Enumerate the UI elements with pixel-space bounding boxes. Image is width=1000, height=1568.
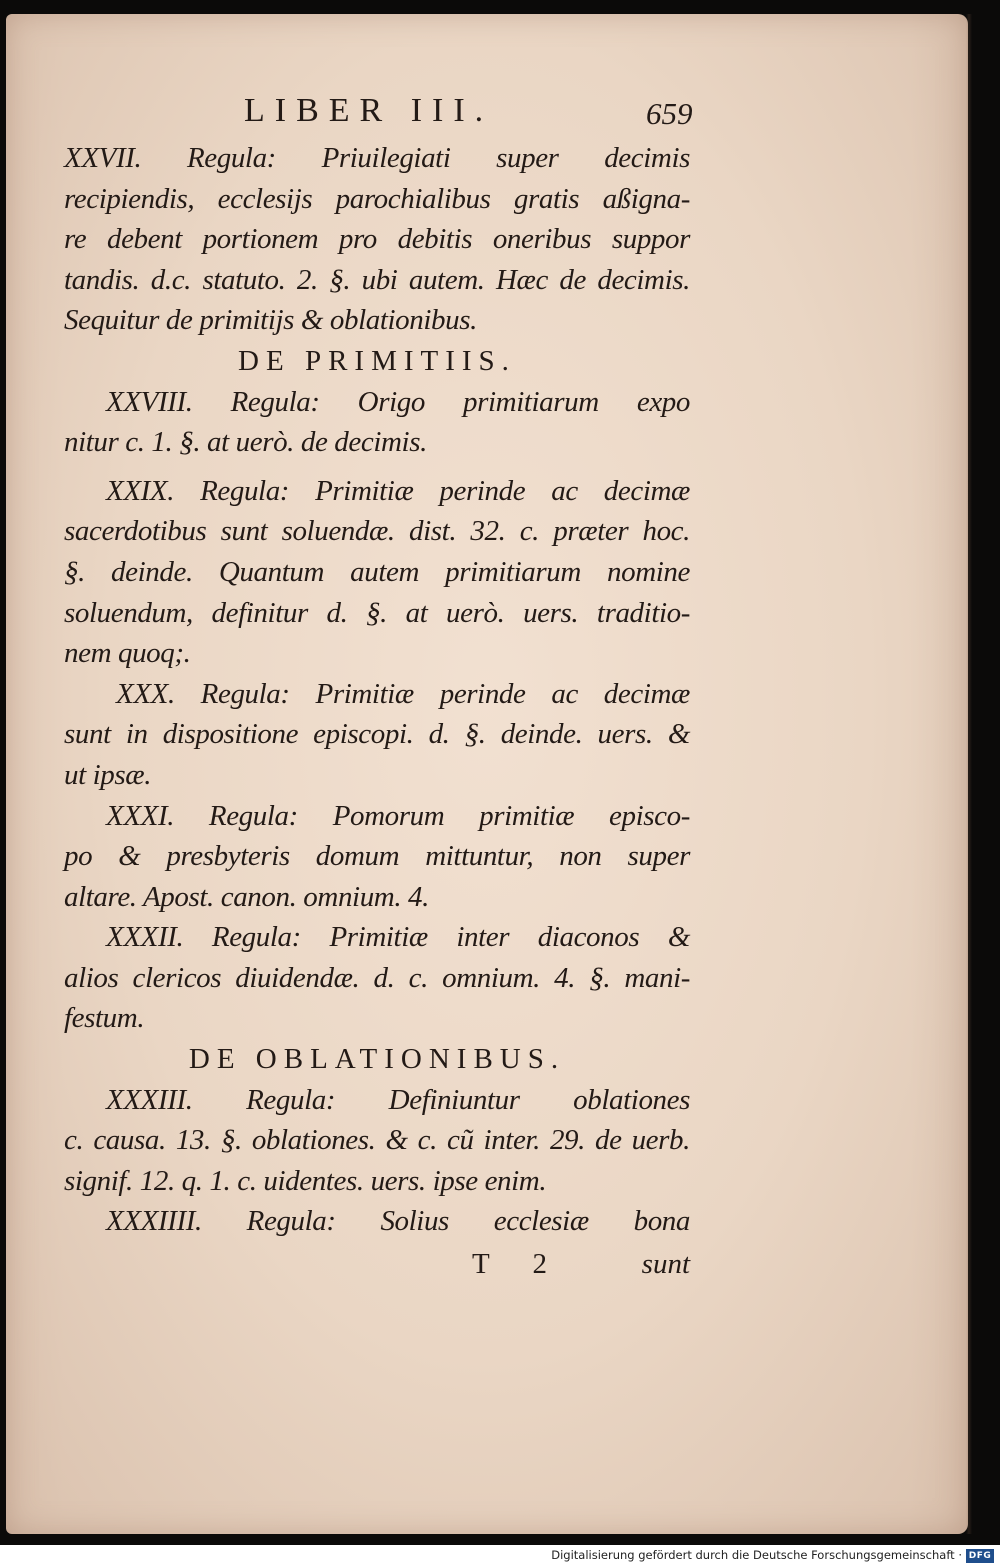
- text-line: tandis. d.c. statuto. 2. §. ubi autem. Hæc de decimis.: [64, 263, 690, 296]
- text-line: §. deinde. Quantum autem primitiarum nomine: [64, 555, 690, 588]
- text-line: alios clericos diuidendæ. d. c. omnium. 4. §. mani-: [64, 961, 690, 994]
- text-line: soluendum, definitur d. §. at uerò. uers. traditio-: [64, 596, 690, 629]
- text-line: signif. 12. q. 1. c. uidentes. uers. ipse enim.: [64, 1164, 547, 1197]
- signature-mark: T 2: [472, 1248, 565, 1281]
- text-line: XXIX. Regula: Primitiæ perinde ac decimæ: [106, 474, 690, 507]
- section-heading-primitiis: DE PRIMITIIS.: [238, 344, 516, 377]
- page-header: [0, 92, 1000, 142]
- body-text: [64, 138, 690, 1286]
- text-line: XXVII. Regula: Priuilegiati super decimis: [64, 142, 690, 174]
- running-head: LIBER III.: [244, 92, 494, 129]
- text-line: ut ipsæ.: [64, 758, 152, 791]
- section-heading-oblationibus: DE OBLATIONIBUS.: [188, 1043, 566, 1076]
- text-line: XXXI. Regula: Pomorum primitiæ episco-: [106, 799, 690, 832]
- text-line: recipiendis, ecclesijs parochialibus gratis aßigna-: [64, 182, 690, 215]
- text-line: altare. Apost. canon. omnium. 4.: [64, 880, 429, 913]
- text-line: re debent portionem pro debitis oneribus suppor: [64, 223, 690, 256]
- text-line: c. causa. 13. §. oblationes. & c. cũ inter. 29. de uerb.: [64, 1124, 690, 1157]
- spacer: [64, 463, 690, 471]
- text-line: Sequitur de primitijs & oblationibus.: [64, 304, 477, 337]
- text-line: po & presbyteris domum mittuntur, non super: [64, 840, 690, 873]
- page-fold-shadow: [966, 14, 972, 1534]
- text-line: nem quoq;.: [64, 637, 191, 670]
- catchline: [64, 1242, 690, 1286]
- catchword: sunt: [641, 1248, 690, 1281]
- text-line: XXX. Regula: Primitiæ perinde ac decimæ: [116, 677, 690, 710]
- text-line: nitur c. 1. §. at uerò. de decimis.: [64, 426, 427, 459]
- text-line: XXXII. Regula: Primitiæ inter diaconos &: [106, 921, 690, 954]
- page-number: 659: [646, 96, 693, 131]
- text-line: sunt in dispositione episcopi. d. §. deinde. uers. &: [64, 718, 690, 751]
- text-line: XXXIIII. Regula: Solius ecclesiæ bona: [106, 1205, 690, 1238]
- text-line: XXVIII. Regula: Origo primitiarum expo: [106, 385, 690, 418]
- funding-credit: Digitalisierung gefördert durch die Deutsche Forschungsgemeinschaft ·: [551, 1548, 962, 1562]
- text-line: festum.: [64, 1002, 145, 1035]
- text-line: sacerdotibus sunt soluendæ. dist. 32. c. præter hoc.: [64, 515, 690, 548]
- text-line: XXXIII. Regula: Definiuntur oblationes: [106, 1083, 690, 1116]
- dfg-logo: DFG: [966, 1549, 994, 1563]
- digitization-footer: [0, 1545, 1000, 1568]
